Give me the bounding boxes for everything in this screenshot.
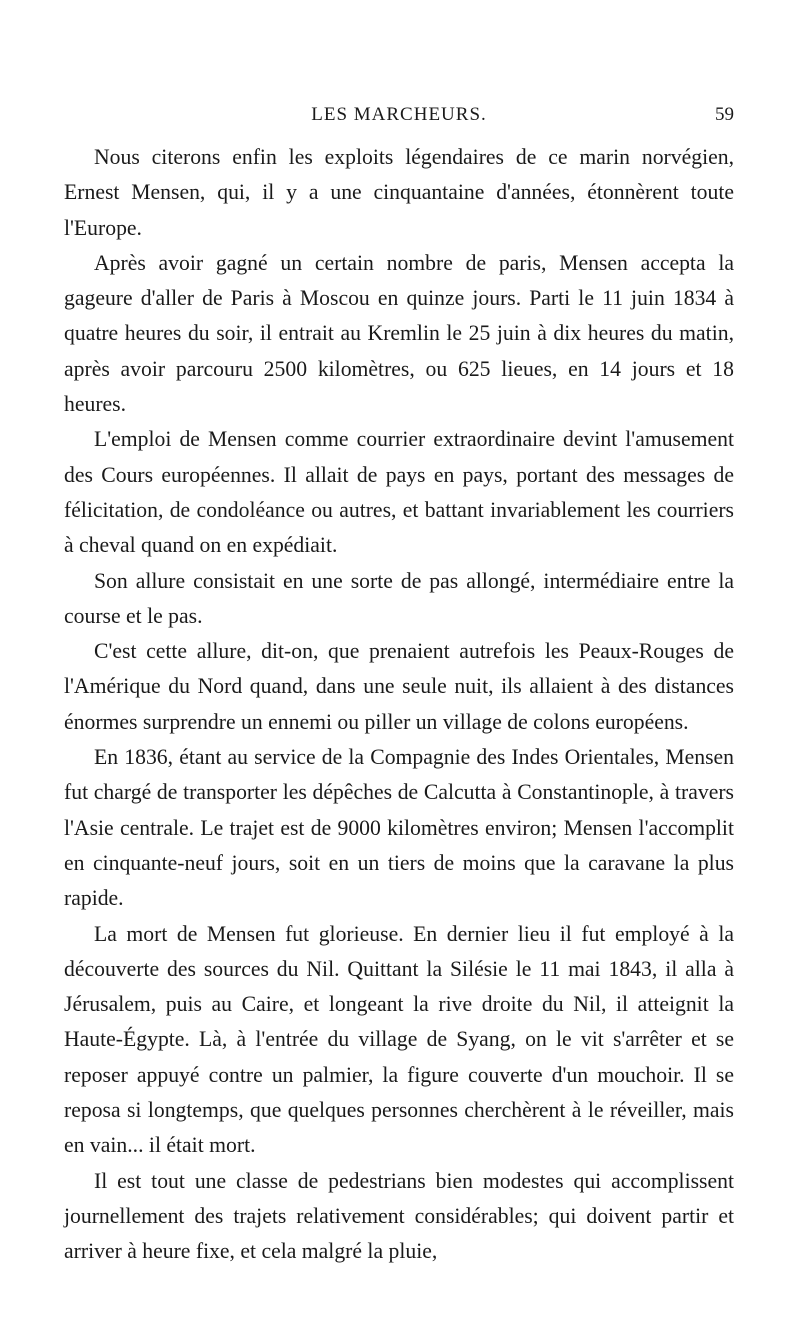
paragraph: C'est cette allure, dit-on, que prenaient autrefois les Peaux-Rouges de l'Amérique du Nord quand, dans une seule nuit, ils allaient à des distances énormes surprendre un ennemi ou piller un village de colons européens. — [64, 639, 734, 734]
paragraph: Son allure consistait en une sorte de pas allongé, intermédiaire entre la course et le pas. — [64, 568, 734, 628]
body-text — [64, 140, 734, 1270]
page-number: 59 — [715, 104, 734, 125]
paragraph: En 1836, étant au service de la Compagnie des Indes Orientales, Mensen fut chargé de transporter les dépêches de Calcutta à Constantinople, à travers l'Asie centrale. Le trajet est de 9000 kilomètres environ; Mensen l'accomplit en cinquante-neuf jours, soit en un tiers de moins que la caravane la plus rapide. — [64, 745, 734, 911]
paragraph: L'emploi de Mensen comme courrier extraordinaire devint l'amusement des Cours européennes. Il allait de pays en pays, portant des messages de félicitation, de condoléance ou autres, et battant invariablement les courriers à cheval quand on en expédiait. — [64, 427, 734, 558]
book-page — [64, 104, 734, 1270]
paragraph: La mort de Mensen fut glorieuse. En dernier lieu il fut employé à la découverte des sources du Nil. Quittant la Silésie le 11 mai 1843, il alla à Jérusalem, puis au Caire, et longeant la rive droite du Nil, il atteignit la Haute-Égypte. Là, à l'entrée du village de Syang, on le vit s'arrêter et se reposer appuyé contre un palmier, la figure couverte d'un mouchoir. Il se reposa si longtemps, que quelques personnes cherchèrent à le réveiller, mais en vain... il était mort. — [64, 921, 734, 1158]
running-head — [64, 104, 734, 134]
paragraph: Nous citerons enfin les exploits légendaires de ce marin norvégien, Ernest Mensen, qui, il y a une cinquantaine d'années, étonnèrent toute l'Europe. — [64, 145, 734, 240]
running-title: LES MARCHEURS. — [311, 104, 487, 125]
paragraph: Il est tout une classe de pedestrians bien modestes qui accomplissent journellement des trajets relativement considérables; qui doivent partir et arriver à heure fixe, et cela malgré la pluie, — [64, 1168, 734, 1264]
paragraph: Après avoir gagné un certain nombre de paris, Mensen accepta la gageure d'aller de Paris à Moscou en quinze jours. Parti le 11 juin 1834 à quatre heures du soir, il entrait au Kremlin le 25 juin à dix heures du matin, après avoir parcouru 2500 kilomètres, ou 625 lieues, en 14 jours et 18 heures. — [64, 250, 734, 417]
